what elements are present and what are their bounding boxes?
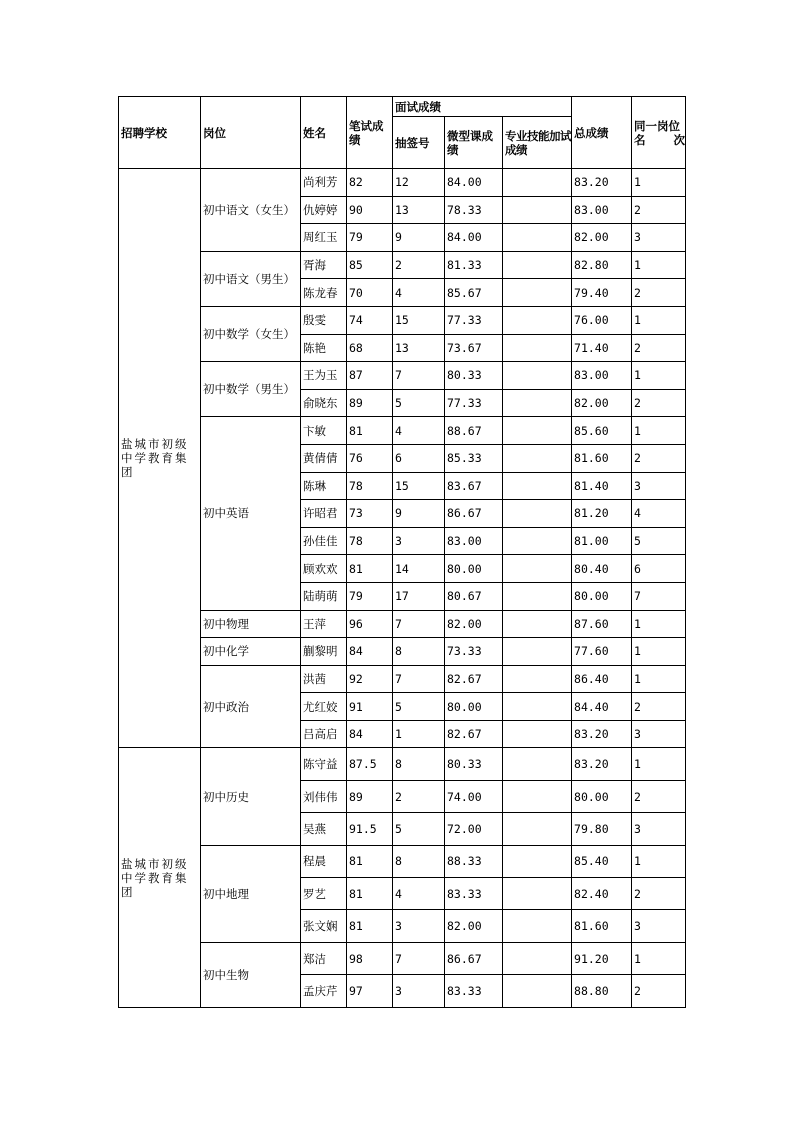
total-score-cell: 83.20	[572, 748, 632, 780]
lot-number-cell: 4	[393, 279, 445, 307]
skill-test-score-cell	[503, 910, 572, 942]
rank-cell: 3	[632, 472, 686, 500]
rank-cell: 1	[632, 748, 686, 780]
rank-cell: 5	[632, 527, 686, 555]
total-score-cell: 83.20	[572, 169, 632, 197]
rank-cell: 1	[632, 251, 686, 279]
lot-number-cell: 2	[393, 780, 445, 812]
total-score-cell: 79.80	[572, 813, 632, 845]
name-cell: 仇婷婷	[301, 196, 347, 224]
name-cell: 王萍	[301, 610, 347, 638]
total-score-cell: 71.40	[572, 334, 632, 362]
name-cell: 程晨	[301, 845, 347, 877]
written-score-cell: 70	[347, 279, 393, 307]
header-total: 总成绩	[572, 97, 632, 169]
micro-lesson-score-cell: 82.00	[445, 610, 503, 638]
total-score-cell: 83.20	[572, 720, 632, 748]
total-score-cell: 82.80	[572, 251, 632, 279]
skill-test-score-cell	[503, 555, 572, 583]
total-score-cell: 77.60	[572, 638, 632, 666]
micro-lesson-score-cell: 73.67	[445, 334, 503, 362]
name-cell: 蒯黎明	[301, 638, 347, 666]
lot-number-cell: 15	[393, 472, 445, 500]
skill-test-score-cell	[503, 582, 572, 610]
rank-cell: 4	[632, 500, 686, 528]
micro-lesson-score-cell: 77.33	[445, 389, 503, 417]
name-cell: 洪茜	[301, 665, 347, 693]
lot-number-cell: 8	[393, 748, 445, 780]
skill-test-score-cell	[503, 720, 572, 748]
written-score-cell: 81	[347, 910, 393, 942]
micro-lesson-score-cell: 84.00	[445, 169, 503, 197]
name-cell: 殷雯	[301, 306, 347, 334]
table-row	[119, 610, 686, 638]
skill-test-score-cell	[503, 693, 572, 721]
total-score-cell: 82.40	[572, 878, 632, 910]
name-cell: 许昭君	[301, 500, 347, 528]
written-score-cell: 76	[347, 444, 393, 472]
written-score-cell: 74	[347, 306, 393, 334]
lot-number-cell: 5	[393, 389, 445, 417]
table-row	[119, 169, 686, 197]
post-cell: 初中政治	[201, 665, 301, 748]
post-cell: 初中语文（女生）	[201, 169, 301, 252]
rank-cell: 2	[632, 780, 686, 812]
written-score-cell: 91.5	[347, 813, 393, 845]
micro-lesson-score-cell: 86.67	[445, 942, 503, 974]
skill-test-score-cell	[503, 878, 572, 910]
post-cell: 初中数学（男生）	[201, 362, 301, 417]
total-score-cell: 80.40	[572, 555, 632, 583]
skill-test-score-cell	[503, 638, 572, 666]
lot-number-cell: 4	[393, 878, 445, 910]
total-score-cell: 76.00	[572, 306, 632, 334]
rank-cell: 1	[632, 362, 686, 390]
rank-cell: 2	[632, 196, 686, 224]
table-row	[119, 665, 686, 693]
lot-number-cell: 9	[393, 224, 445, 252]
written-score-cell: 78	[347, 472, 393, 500]
rank-cell: 3	[632, 813, 686, 845]
written-score-cell: 84	[347, 638, 393, 666]
skill-test-score-cell	[503, 444, 572, 472]
rank-cell: 1	[632, 942, 686, 974]
micro-lesson-score-cell: 74.00	[445, 780, 503, 812]
name-cell: 陆萌萌	[301, 582, 347, 610]
written-score-cell: 73	[347, 500, 393, 528]
micro-lesson-score-cell: 83.33	[445, 878, 503, 910]
lot-number-cell: 7	[393, 665, 445, 693]
skill-test-score-cell	[503, 306, 572, 334]
lot-number-cell: 13	[393, 196, 445, 224]
micro-lesson-score-cell: 86.67	[445, 500, 503, 528]
skill-test-score-cell	[503, 610, 572, 638]
skill-test-score-cell	[503, 845, 572, 877]
micro-lesson-score-cell: 85.33	[445, 444, 503, 472]
written-score-cell: 81	[347, 845, 393, 877]
skill-test-score-cell	[503, 500, 572, 528]
skill-test-score-cell	[503, 780, 572, 812]
lot-number-cell: 13	[393, 334, 445, 362]
name-cell: 吴燕	[301, 813, 347, 845]
rank-cell: 2	[632, 279, 686, 307]
skill-test-score-cell	[503, 279, 572, 307]
skill-test-score-cell	[503, 748, 572, 780]
total-score-cell: 88.80	[572, 975, 632, 1007]
total-score-cell: 81.40	[572, 472, 632, 500]
lot-number-cell: 9	[393, 500, 445, 528]
lot-number-cell: 3	[393, 975, 445, 1007]
written-score-cell: 81	[347, 417, 393, 445]
lot-number-cell: 5	[393, 813, 445, 845]
lot-number-cell: 14	[393, 555, 445, 583]
table-row	[119, 362, 686, 390]
micro-lesson-score-cell: 80.00	[445, 693, 503, 721]
name-cell: 郑洁	[301, 942, 347, 974]
name-cell: 俞晓东	[301, 389, 347, 417]
written-score-cell: 98	[347, 942, 393, 974]
written-score-cell: 68	[347, 334, 393, 362]
micro-lesson-score-cell: 77.33	[445, 306, 503, 334]
total-score-cell: 86.40	[572, 665, 632, 693]
written-score-cell: 87	[347, 362, 393, 390]
post-cell: 初中地理	[201, 845, 301, 942]
header-skill: 专业技能加试成绩	[503, 117, 572, 169]
table-row	[119, 306, 686, 334]
header-name: 姓名	[301, 97, 347, 169]
header-written: 笔试成绩	[347, 97, 393, 169]
skill-test-score-cell	[503, 389, 572, 417]
total-score-cell: 83.00	[572, 362, 632, 390]
table-row	[119, 845, 686, 877]
skill-test-score-cell	[503, 813, 572, 845]
written-score-cell: 89	[347, 389, 393, 417]
name-cell: 陈艳	[301, 334, 347, 362]
rank-cell: 2	[632, 975, 686, 1007]
rank-cell: 1	[632, 306, 686, 334]
post-cell: 初中化学	[201, 638, 301, 666]
name-cell: 卞敏	[301, 417, 347, 445]
micro-lesson-score-cell: 85.67	[445, 279, 503, 307]
skill-test-score-cell	[503, 224, 572, 252]
table-row	[119, 942, 686, 974]
lot-number-cell: 8	[393, 845, 445, 877]
rank-cell: 2	[632, 878, 686, 910]
micro-lesson-score-cell: 82.00	[445, 910, 503, 942]
total-score-cell: 83.00	[572, 196, 632, 224]
rank-cell: 1	[632, 665, 686, 693]
written-score-cell: 85	[347, 251, 393, 279]
skill-test-score-cell	[503, 665, 572, 693]
micro-lesson-score-cell: 83.33	[445, 975, 503, 1007]
written-score-cell: 79	[347, 582, 393, 610]
rank-cell: 2	[632, 693, 686, 721]
table-row	[119, 638, 686, 666]
rank-cell: 1	[632, 638, 686, 666]
micro-lesson-score-cell: 80.00	[445, 555, 503, 583]
skill-test-score-cell	[503, 334, 572, 362]
skill-test-score-cell	[503, 417, 572, 445]
name-cell: 尤红姣	[301, 693, 347, 721]
lot-number-cell: 7	[393, 942, 445, 974]
skill-test-score-cell	[503, 251, 572, 279]
micro-lesson-score-cell: 81.33	[445, 251, 503, 279]
written-score-cell: 87.5	[347, 748, 393, 780]
rank-cell: 1	[632, 417, 686, 445]
rank-cell: 2	[632, 334, 686, 362]
header-micro: 微型课成绩	[445, 117, 503, 169]
lot-number-cell: 12	[393, 169, 445, 197]
school-cell: 盐城市初级中学教育集团	[119, 748, 201, 1007]
total-score-cell: 85.40	[572, 845, 632, 877]
total-score-cell: 81.60	[572, 910, 632, 942]
skill-test-score-cell	[503, 169, 572, 197]
skill-test-score-cell	[503, 362, 572, 390]
written-score-cell: 92	[347, 665, 393, 693]
rank-cell: 3	[632, 910, 686, 942]
written-score-cell: 84	[347, 720, 393, 748]
micro-lesson-score-cell: 82.67	[445, 720, 503, 748]
total-score-cell: 82.00	[572, 389, 632, 417]
name-cell: 吕高启	[301, 720, 347, 748]
micro-lesson-score-cell: 73.33	[445, 638, 503, 666]
name-cell: 陈守益	[301, 748, 347, 780]
lot-number-cell: 3	[393, 527, 445, 555]
skill-test-score-cell	[503, 975, 572, 1007]
total-score-cell: 80.00	[572, 582, 632, 610]
school-cell: 盐城市初级中学教育集团	[119, 169, 201, 748]
total-score-cell: 80.00	[572, 780, 632, 812]
written-score-cell: 89	[347, 780, 393, 812]
written-score-cell: 91	[347, 693, 393, 721]
skill-test-score-cell	[503, 942, 572, 974]
total-score-cell: 82.00	[572, 224, 632, 252]
written-score-cell: 97	[347, 975, 393, 1007]
lot-number-cell: 3	[393, 910, 445, 942]
name-cell: 张文娴	[301, 910, 347, 942]
rank-cell: 1	[632, 169, 686, 197]
written-score-cell: 96	[347, 610, 393, 638]
total-score-cell: 87.60	[572, 610, 632, 638]
total-score-cell: 84.40	[572, 693, 632, 721]
total-score-cell: 81.60	[572, 444, 632, 472]
name-cell: 周红玉	[301, 224, 347, 252]
lot-number-cell: 5	[393, 693, 445, 721]
lot-number-cell: 6	[393, 444, 445, 472]
score-table	[118, 96, 686, 1008]
written-score-cell: 81	[347, 555, 393, 583]
header-interview: 面试成绩	[393, 97, 572, 117]
lot-number-cell: 4	[393, 417, 445, 445]
written-score-cell: 78	[347, 527, 393, 555]
written-score-cell: 79	[347, 224, 393, 252]
micro-lesson-score-cell: 83.67	[445, 472, 503, 500]
micro-lesson-score-cell: 80.67	[445, 582, 503, 610]
lot-number-cell: 2	[393, 251, 445, 279]
rank-cell: 7	[632, 582, 686, 610]
table-header	[119, 97, 686, 169]
lot-number-cell: 1	[393, 720, 445, 748]
header-lot: 抽签号	[393, 117, 445, 169]
header-school: 招聘学校	[119, 97, 201, 169]
post-cell: 初中英语	[201, 417, 301, 610]
micro-lesson-score-cell: 88.33	[445, 845, 503, 877]
post-cell: 初中数学（女生）	[201, 306, 301, 361]
table-row	[119, 748, 686, 780]
rank-cell: 2	[632, 389, 686, 417]
micro-lesson-score-cell: 80.33	[445, 748, 503, 780]
post-cell: 初中生物	[201, 942, 301, 1007]
micro-lesson-score-cell: 82.67	[445, 665, 503, 693]
micro-lesson-score-cell: 78.33	[445, 196, 503, 224]
rank-cell: 3	[632, 224, 686, 252]
total-score-cell: 91.20	[572, 942, 632, 974]
skill-test-score-cell	[503, 527, 572, 555]
skill-test-score-cell	[503, 472, 572, 500]
rank-cell: 3	[632, 720, 686, 748]
table-row	[119, 251, 686, 279]
micro-lesson-score-cell: 83.00	[445, 527, 503, 555]
name-cell: 尚利芳	[301, 169, 347, 197]
micro-lesson-score-cell: 88.67	[445, 417, 503, 445]
micro-lesson-score-cell: 80.33	[445, 362, 503, 390]
name-cell: 陈琳	[301, 472, 347, 500]
name-cell: 王为玉	[301, 362, 347, 390]
total-score-cell: 85.60	[572, 417, 632, 445]
header-rank: 同一岗位名次	[632, 97, 686, 169]
lot-number-cell: 7	[393, 362, 445, 390]
name-cell: 孙佳佳	[301, 527, 347, 555]
written-score-cell: 82	[347, 169, 393, 197]
lot-number-cell: 15	[393, 306, 445, 334]
written-score-cell: 81	[347, 878, 393, 910]
written-score-cell: 90	[347, 196, 393, 224]
table-body	[119, 169, 686, 1008]
total-score-cell: 79.40	[572, 279, 632, 307]
name-cell: 罗艺	[301, 878, 347, 910]
lot-number-cell: 17	[393, 582, 445, 610]
rank-cell: 6	[632, 555, 686, 583]
table-row	[119, 417, 686, 445]
micro-lesson-score-cell: 72.00	[445, 813, 503, 845]
name-cell: 刘伟伟	[301, 780, 347, 812]
name-cell: 孟庆芹	[301, 975, 347, 1007]
name-cell: 顾欢欢	[301, 555, 347, 583]
skill-test-score-cell	[503, 196, 572, 224]
lot-number-cell: 7	[393, 610, 445, 638]
name-cell: 陈龙春	[301, 279, 347, 307]
total-score-cell: 81.00	[572, 527, 632, 555]
post-cell: 初中历史	[201, 748, 301, 845]
post-cell: 初中物理	[201, 610, 301, 638]
rank-cell: 1	[632, 845, 686, 877]
rank-cell: 2	[632, 444, 686, 472]
name-cell: 胥海	[301, 251, 347, 279]
rank-cell: 1	[632, 610, 686, 638]
micro-lesson-score-cell: 84.00	[445, 224, 503, 252]
lot-number-cell: 8	[393, 638, 445, 666]
name-cell: 黄倩倩	[301, 444, 347, 472]
header-post: 岗位	[201, 97, 301, 169]
total-score-cell: 81.20	[572, 500, 632, 528]
post-cell: 初中语文（男生）	[201, 251, 301, 306]
